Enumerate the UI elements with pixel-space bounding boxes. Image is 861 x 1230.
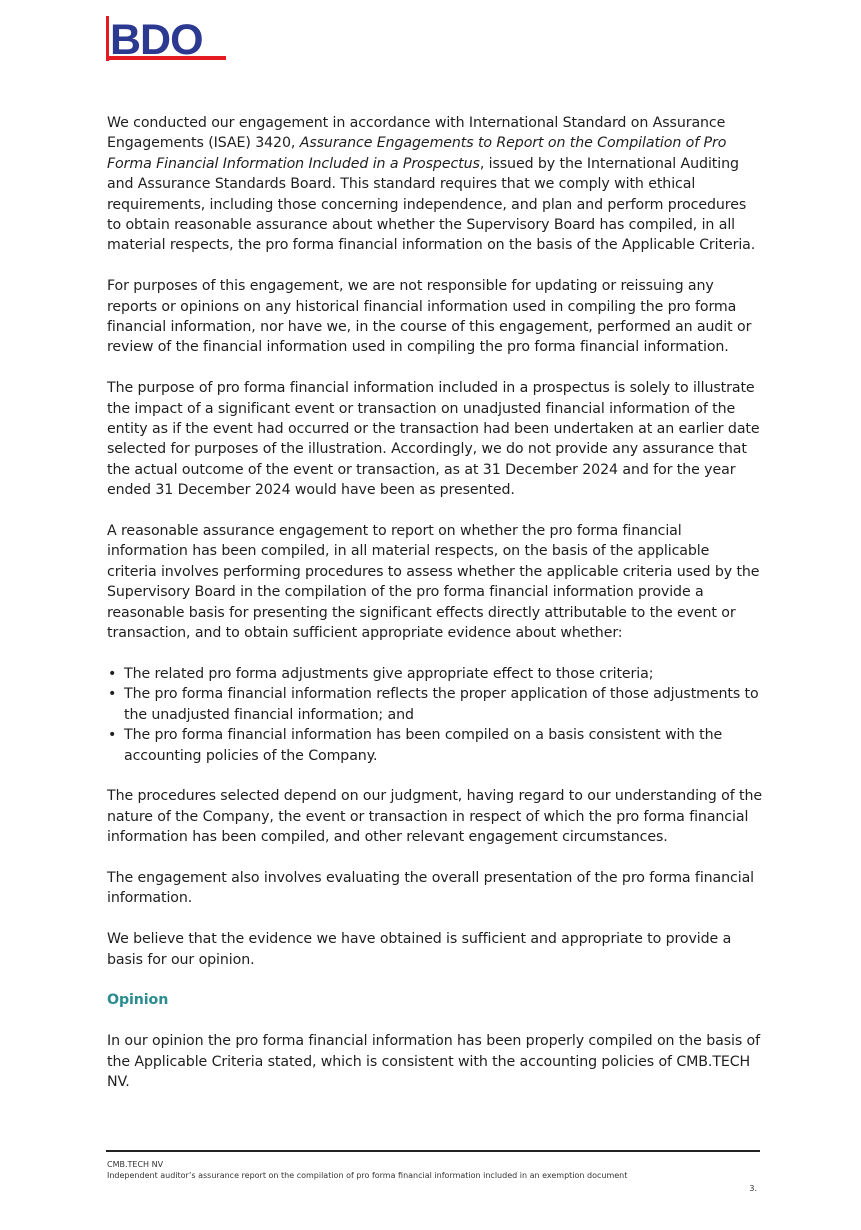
paragraph-evidence: We believe that the evidence we have obtained is sufficient and appropriate to provide a basis for our opinion. [107, 931, 732, 968]
page-footer [107, 1159, 761, 1181]
report-body [107, 113, 762, 1113]
footer-company: CMB.TECH NV [107, 1160, 164, 1169]
list-item: • The pro forma financial information reflects the proper application of those adjustments to the unadjusted financial information; and [108, 686, 759, 723]
footer-divider [106, 1150, 760, 1152]
paragraph-purpose: The purpose of pro forma financial information included in a prospectus is solely to illustrate the impact of a significant event or transaction on unadjusted financial information of the entity as if the event had occurred or the transaction had been undertaken at an earlier date selected for purposes of the illustration. Accordingly, we do not provide any assurance that the actual outcome of the event or transaction, as at 31 December 2024 and for the year ended 31 December 2024 would have been as presented. [107, 380, 760, 499]
paragraph-presentation: The engagement also involves evaluating the overall presentation of the pro forma financial information. [107, 869, 755, 907]
logo-text: BDO [110, 16, 203, 62]
criteria-list [107, 664, 762, 766]
bullet-icon: • [108, 686, 117, 703]
page-number: 3. [749, 1184, 757, 1193]
opinion-text: In our opinion the pro forma financial information has been properly compiled on the basis of the Applicable Criteria stated, which is consistent with the accounting policies of CMB.TECH NV. [107, 1033, 761, 1090]
bdo-logo [106, 16, 228, 62]
paragraph-responsibility: For purposes of this engagement, we are not responsible for updating or reissuing any reports or opinions on any historical financial information used in compiling the pro forma financial information, nor have we, in the course of this engagement, performed an audit or review of the financial information used in compiling the pro forma financial information. [107, 278, 752, 356]
footer-description: Independent auditor’s assurance report on the compilation of pro forma financial information included in an exemption document [107, 1171, 628, 1180]
bullet-icon: • [108, 665, 117, 682]
paragraph-reasonable-assurance: A reasonable assurance engagement to report on whether the pro forma financial information has been compiled, in all material respects, on the basis of the applicable criteria involves performing procedures to assess whether the applicable criteria used by the Supervisory Board in the compilation of the pro forma financial information provide a reasonable basis for presenting the significant effects directly attributable to the event or transaction, and to obtain sufficient appropriate evidence about whether: [107, 523, 760, 642]
paragraph-standard: We conducted our engagement in accordance with International Standard on Assurance Engagements (ISAE) 3420, Assurance Engagements to Report on the Compilation of Pro Forma Financial Information Included in a Prospectus, issued by the International Auditing and Assurance Standards Board. This standard requires that we comply with ethical requirements, including those concerning independence, and plan and perform procedures to obtain reasonable assurance about whether the Supervisory Board has compiled, in all material respects, the pro forma financial information on the basis of the Applicable Criteria. [107, 115, 756, 254]
list-item: • The pro forma financial information has been compiled on a basis consistent with the accounting policies of the Company. [108, 727, 723, 764]
paragraph-procedures: The procedures selected depend on our judgment, having regard to our understanding of the nature of the Company, the event or transaction in respect of which the pro forma financial information has been compiled, and other relevant engagement circumstances. [107, 788, 762, 846]
opinion-heading: Opinion [107, 992, 169, 1009]
standard-title: Assurance Engagements to Report on the Compilation of Pro Forma Financial Information Included in a Prospectus [107, 135, 727, 172]
bullet-icon: • [108, 727, 117, 744]
list-item: • The related pro forma adjustments give appropriate effect to those criteria; [107, 664, 762, 684]
